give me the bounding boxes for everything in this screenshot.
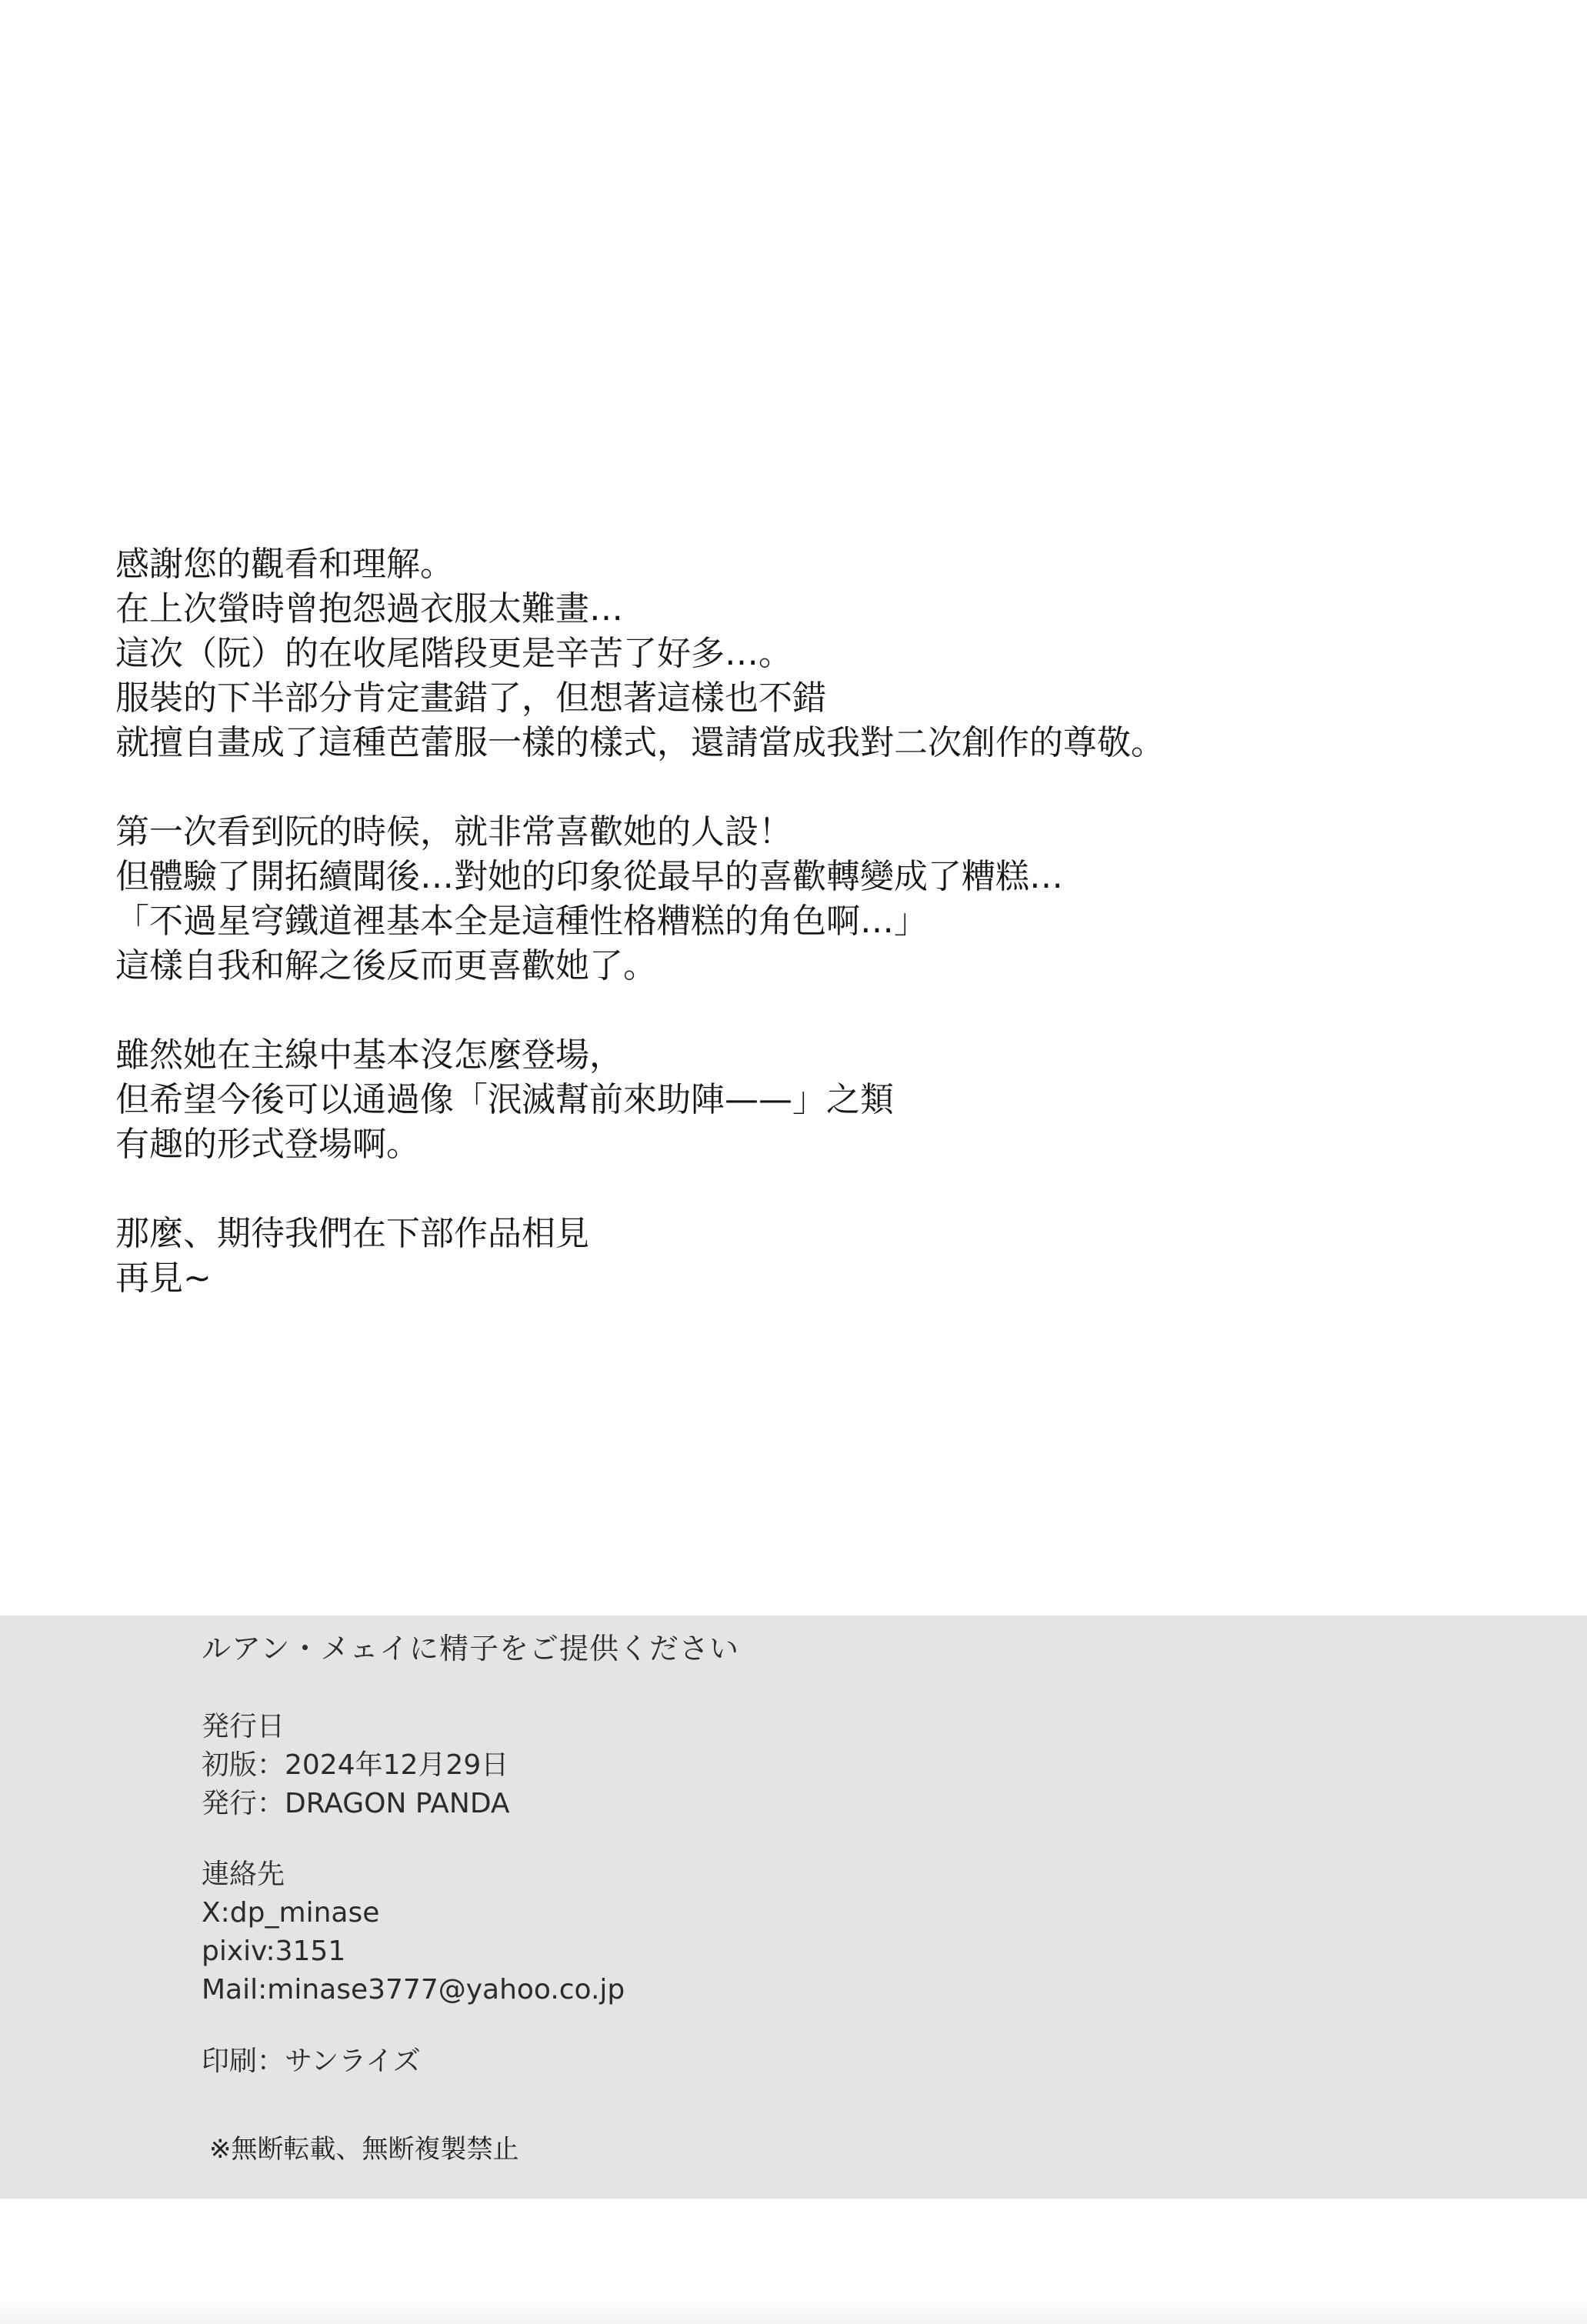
colophon-panel [0,1615,1587,2199]
contact-pixiv: pixiv:3151 [202,1936,346,1967]
printer-info [202,2042,421,2081]
afterword-line: 再見~ [115,1259,212,1298]
afterword-text [115,542,1500,1345]
afterword-paragraph-2 [115,810,1500,989]
afterword-paragraph-4 [115,1212,1500,1301]
afterword-line: 在上次螢時曾抱怨過衣服太難畫… [115,589,623,629]
afterword-line: 這次（阮）的在收尾階段更是辛苦了好多…。 [115,634,792,673]
afterword-line: 第一次看到阮的時候，就非常喜歡她的人設！ [115,812,792,852]
publisher: 発行：DRAGON PANDA [202,1788,510,1819]
afterword-line: 感謝您的觀看和理解。 [115,545,454,584]
afterword-line: 但希望今後可以通過像「泯滅幫前來助陣——」之類 [115,1080,894,1119]
afterword-paragraph-3 [115,1033,1500,1167]
page-bottom-edge [0,2300,1587,2324]
afterword-paragraph-1 [115,542,1500,765]
contact-x-handle: X:dp_minase [202,1897,380,1929]
afterword-line: 這樣自我和解之後反而更喜歡她了。 [115,946,657,985]
afterword-line: 但體驗了開拓續聞後…對她的印象從最早的喜歡轉變成了糟糕… [115,857,1063,896]
first-edition-date: 初版：2024年12月29日 [202,1749,509,1781]
afterword-line: 「不過星穹鐵道裡基本全是這種性格糟糕的角色啊…」 [115,902,928,941]
contact-heading: 連絡先 [202,1859,285,1890]
publication-info [202,1708,510,1823]
afterword-line: 雖然她在主線中基本沒怎麼登場， [115,1035,623,1075]
contact-info [202,1856,625,2009]
publication-heading: 発行日 [202,1711,285,1742]
afterword-line: 有趣的形式登場啊。 [115,1125,420,1164]
afterword-line: 服裝的下半部分肯定畫錯了，但想著這樣也不錯 [115,679,826,718]
book-title: ルアン・メェイに精子をご提供ください [202,1632,739,1665]
afterword-line: 那麼、期待我們在下部作品相見 [115,1214,589,1253]
contact-mail: Mail:minase3777@yahoo.co.jp [202,1974,625,2006]
afterword-line: 就擅自畫成了這種芭蕾服一樣的樣式，還請當成我對二次創作的尊敬。 [115,723,1165,762]
copyright-notice: ※無断転載、無断複製禁止 [209,2134,519,2165]
printer-line: 印刷：サンライズ [202,2046,421,2077]
